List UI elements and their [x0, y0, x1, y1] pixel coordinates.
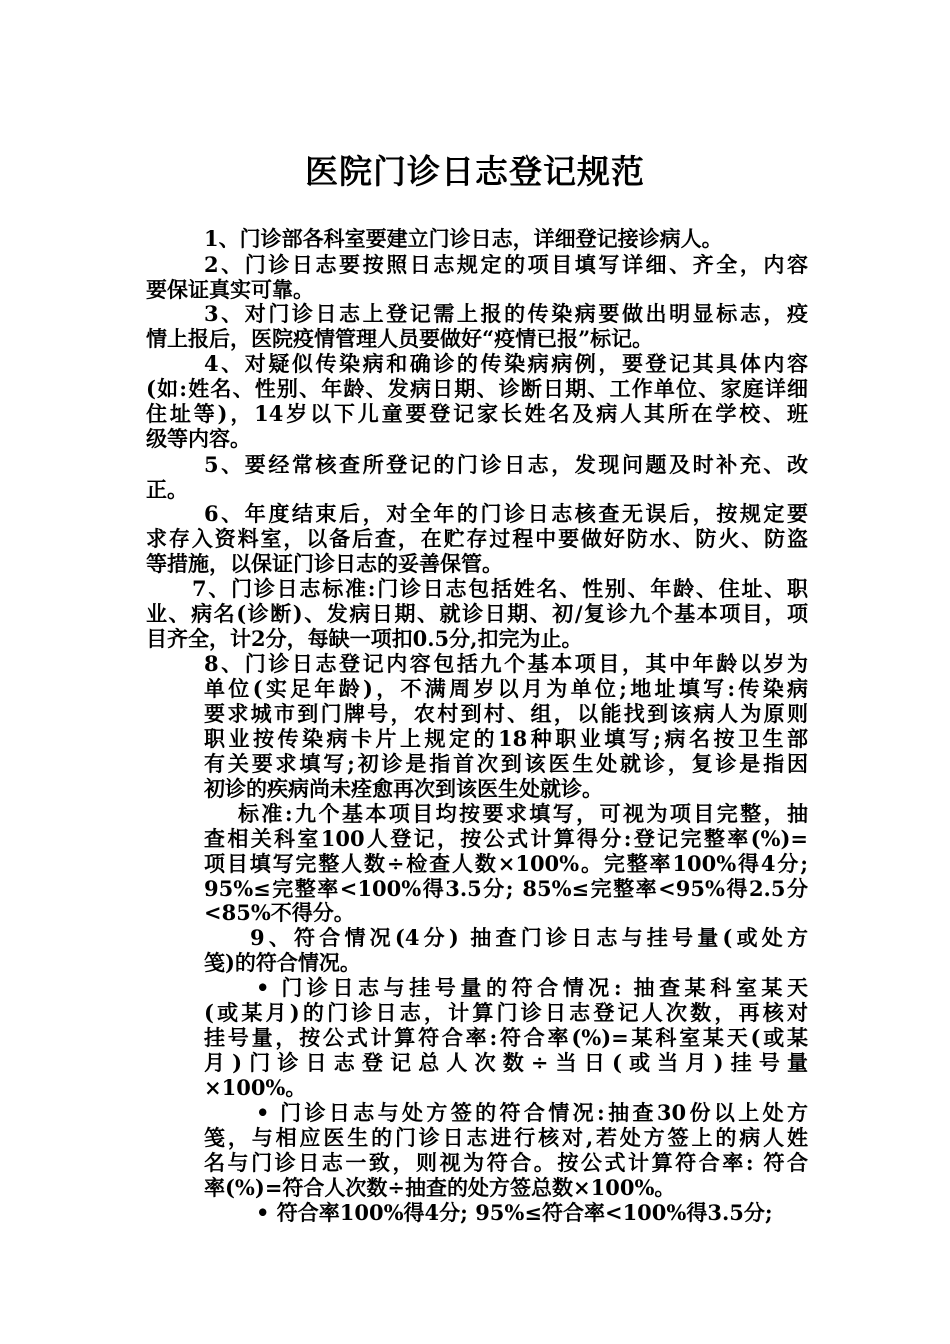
paragraph-line: 有关要求填写;初诊是指首次到该医生处就诊，复诊是指因	[204, 751, 808, 776]
paragraph-line: 等措施，以保证门诊日志的妥善保管。	[146, 551, 503, 576]
paragraph-line: 95%≤完整率<100%得3.5分; 85%≤完整率<95%得2.5分	[204, 876, 808, 901]
paragraph-line: 1、门诊部各科室要建立门诊日志，详细登记接诊病人。	[204, 226, 723, 251]
paragraph-line: 5、要经常核查所登记的门诊日志，发现问题及时补充、改	[204, 452, 808, 477]
paragraph-line: 挂号量，按公式计算符合率:符合率(%)=某科室某天(或某	[204, 1025, 808, 1050]
paragraph-line: 3、对门诊日志上登记需上报的传染病要做出明显标志，疫	[204, 301, 808, 326]
paragraph-line: 级等内容。	[146, 426, 251, 451]
paragraph-line: 情上报后，医院疫情管理人员要做好“疫情已报”标记。	[146, 326, 654, 351]
paragraph-line: 初诊的疾病尚未痊愈再次到该医生处就诊。	[204, 776, 603, 801]
paragraph-line: 名与门诊日志一致，则视为符合。按公式计算符合率: 符合	[204, 1150, 808, 1175]
paragraph-line: 2、门诊日志要按照日志规定的项目填写详细、齐全，内容	[204, 252, 808, 277]
paragraph-line: 8、门诊日志登记内容包括九个基本项目，其中年龄以岁为	[204, 651, 808, 676]
paragraph-line: 住址等)，14岁以下儿童要登记家长姓名及病人其所在学校、班	[146, 401, 808, 426]
paragraph-line: • 门诊日志与挂号量的符合情况: 抽查某科室某天	[256, 975, 808, 1000]
paragraph-line: (如:姓名、性别、年龄、发病日期、诊断日期、工作单位、家庭详细	[146, 376, 808, 401]
paragraph-line: • 符合率100%得4分; 95%≤符合率<100%得3.5分;	[256, 1200, 773, 1225]
paragraph-line: (或某月)的门诊日志，计算门诊日志登记人次数，再核对	[204, 1000, 808, 1025]
paragraph-line: 9、符合情况(4分) 抽查门诊日志与挂号量(或处方	[250, 925, 808, 950]
paragraph-line: 笺，与相应医生的门诊日志进行核对,若处方签上的病人姓	[204, 1125, 808, 1150]
paragraph-line: 要保证真实可靠。	[146, 277, 314, 302]
paragraph-line: 查相关科室100人登记，按公式计算得分:登记完整率(%)=	[204, 826, 808, 851]
paragraph-line: 笺)的符合情况。	[204, 950, 361, 975]
paragraph-line: 业、病名(诊断)、发病日期、就诊日期、初/复诊九个基本项目，项	[146, 601, 808, 626]
paragraph-line: 7、门诊日志标准:门诊日志包括姓名、性别、年龄、住址、职	[192, 576, 808, 601]
paragraph-line: 标准:九个基本项目均按要求填写，可视为项目完整，抽	[238, 801, 808, 826]
paragraph-line: <85%不得分。	[204, 900, 355, 925]
paragraph-line: 单位(实足年龄)，不满周岁以月为单位;地址填写:传染病	[204, 676, 808, 701]
paragraph-line: ×100%。	[204, 1075, 307, 1100]
paragraph-line: • 门诊日志与处方签的符合情况:抽查30份以上处方	[256, 1100, 808, 1125]
paragraph-line: 率(%)=符合人次数÷抽查的处方签总数×100%。	[204, 1175, 676, 1200]
paragraph-line: 6、年度结束后，对全年的门诊日志核查无误后，按规定要	[204, 501, 808, 526]
paragraph-line: 项目填写完整人数÷检查人数×100%。完整率100%得4分;	[204, 851, 808, 876]
paragraph-line: 目齐全，计2分，每缺一项扣0.5分,扣完为止。	[146, 626, 583, 651]
paragraph-line: 月)门诊日志登记总人次数÷当日(或当月)挂号量	[204, 1050, 808, 1075]
paragraph-line: 要求城市到门牌号，农村到村、组，以能找到该病人为原则	[204, 701, 808, 726]
paragraph-line: 正。	[146, 477, 188, 502]
page-title: 医院门诊日志登记规范	[305, 152, 645, 191]
paragraph-line: 职业按传染病卡片上规定的18种职业填写;病名按卫生部	[204, 726, 808, 751]
paragraph-line: 求存入资料室，以备后查，在贮存过程中要做好防水、防火、防盗	[146, 526, 808, 551]
paragraph-line: 4、对疑似传染病和确诊的传染病病例，要登记其具体内容	[204, 351, 808, 376]
